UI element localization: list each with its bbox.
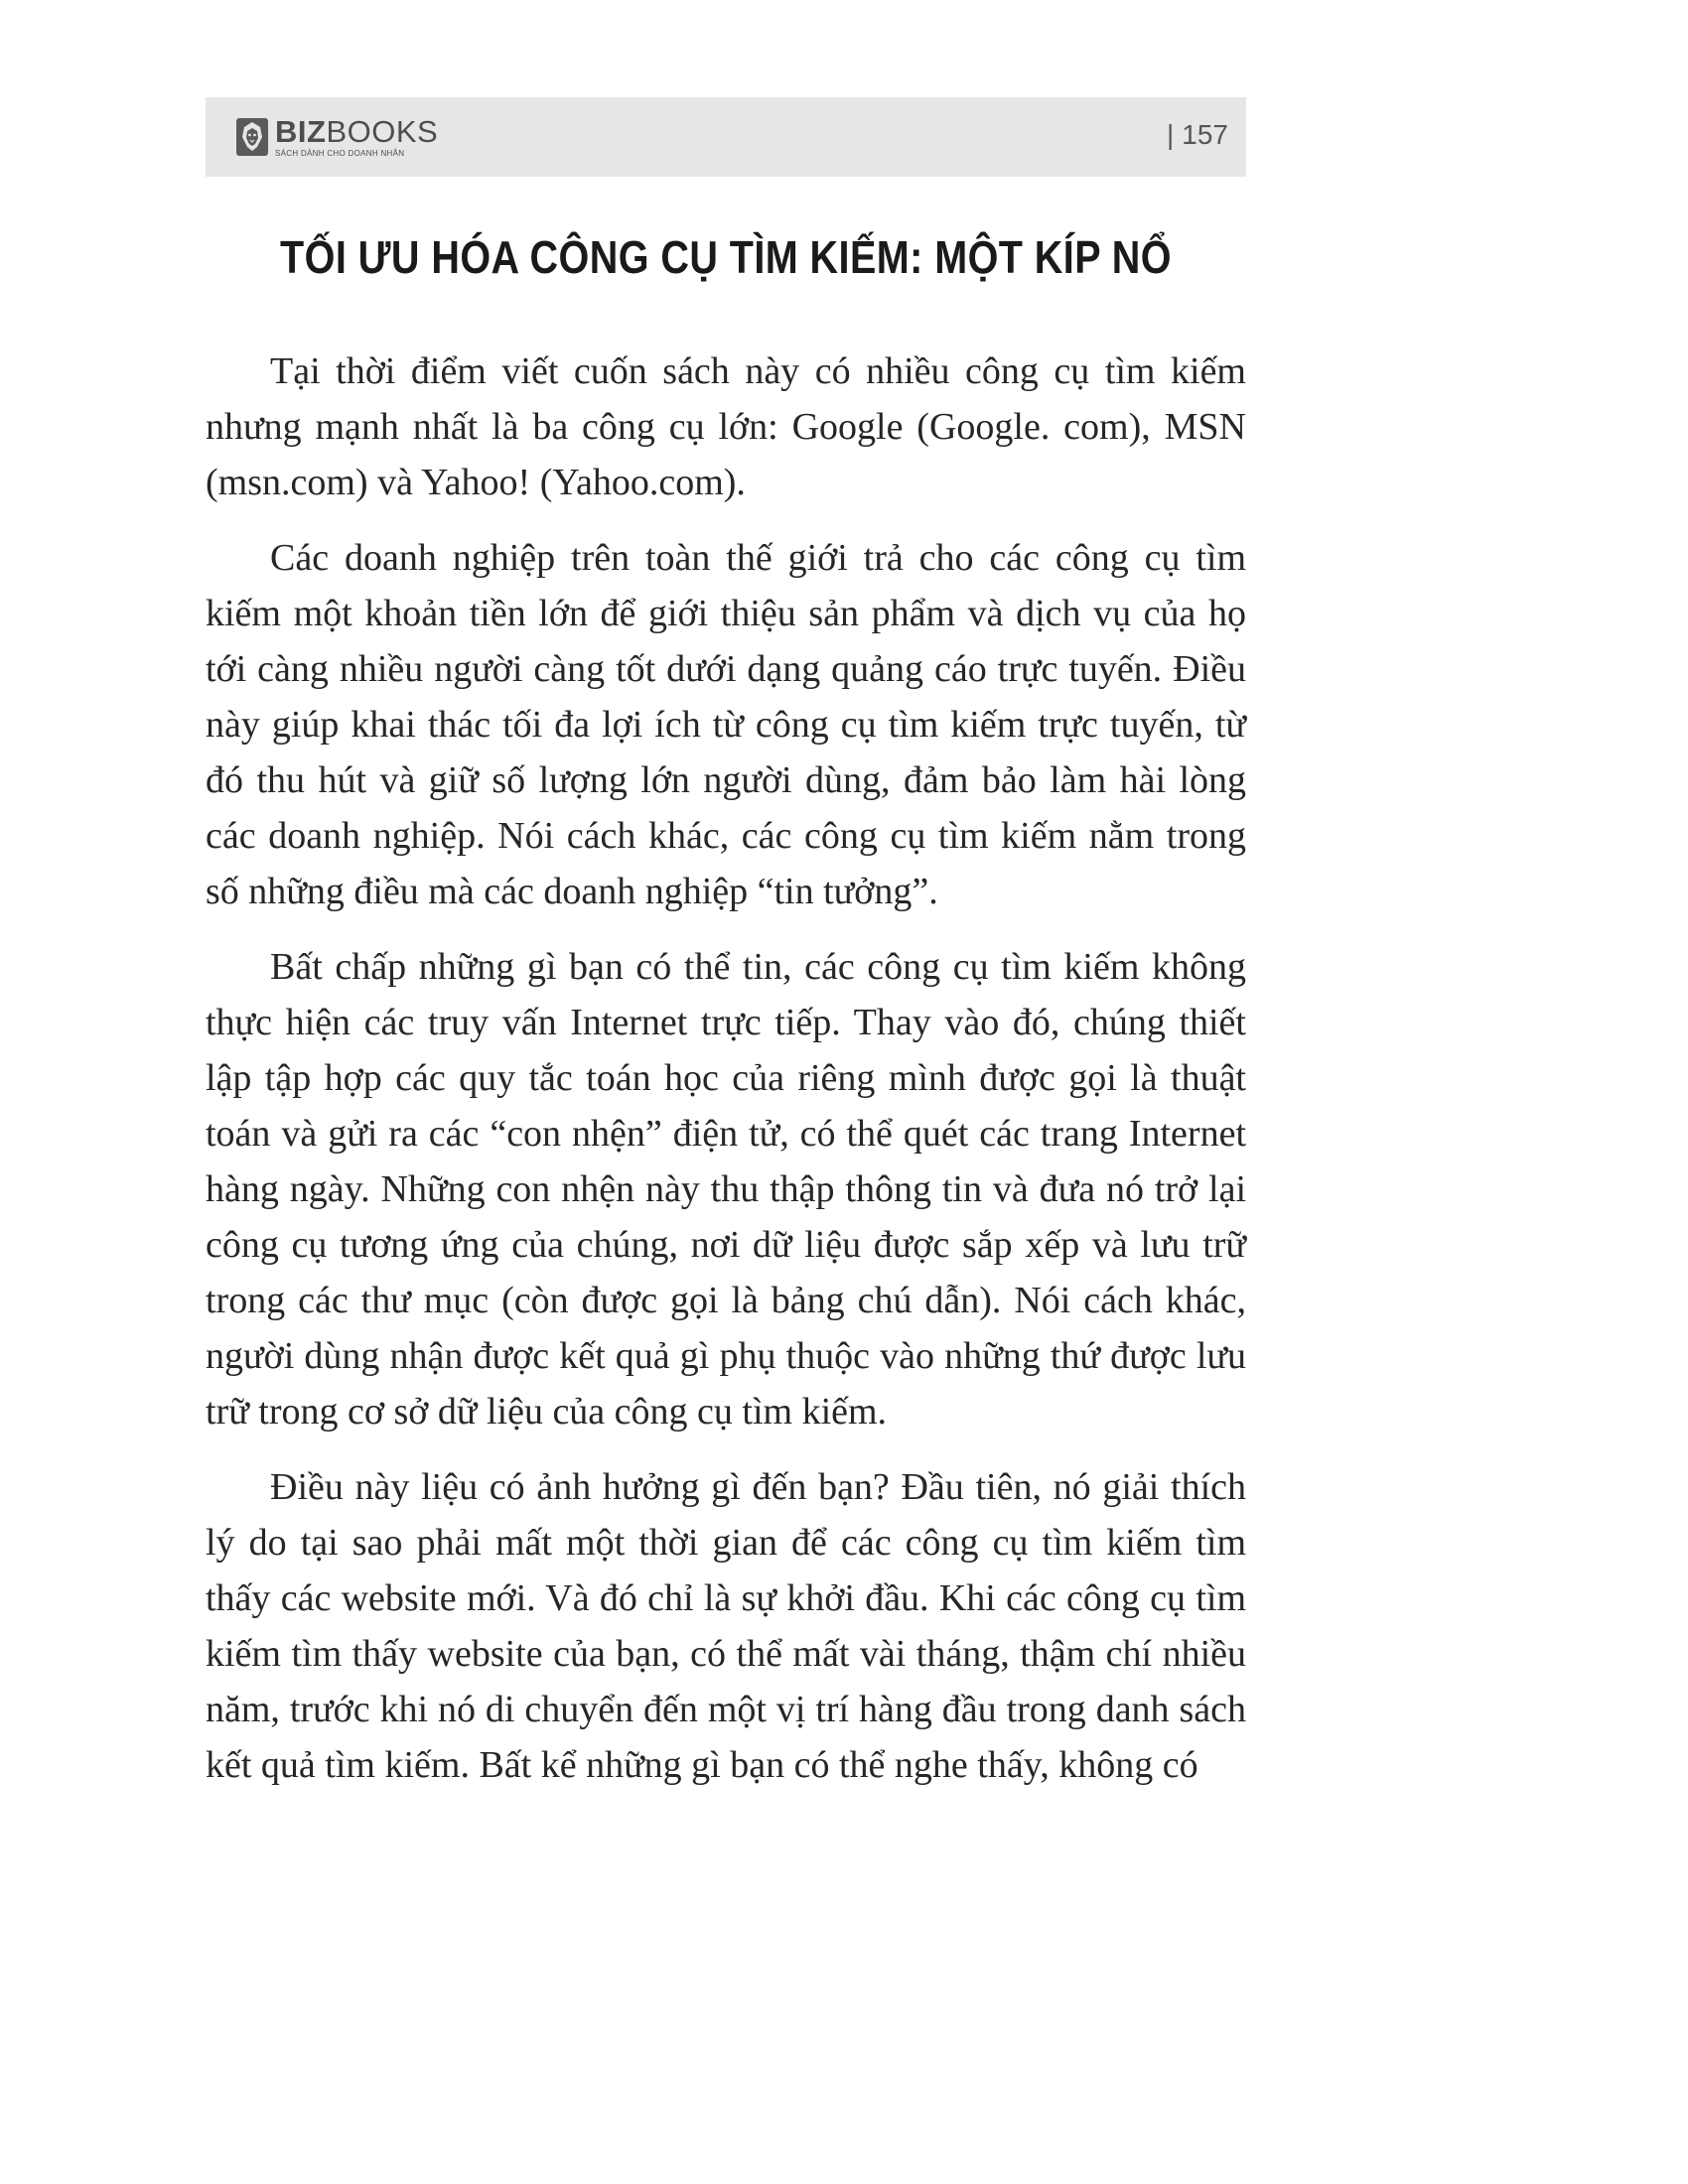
paragraph: Điều này liệu có ảnh hưởng gì đến bạn? Đầu tiên, nó giải thích lý do tại sao phải mất một thời gian để các công cụ tìm kiếm tìm thấy các website mới. Và đó chỉ là sự khởi đầu. Khi các công cụ tìm kiếm tìm thấy website của bạn, có thể mất vài tháng, thậm chí nhiều năm, trước khi nó di chuyển đến một vị trí hàng đầu trong danh sách kết quả tìm kiếm. Bất kể những gì bạn có thể nghe thấy, không có	[206, 1466, 1246, 1786]
brand-tagline: SÁCH DÀNH CHO DOANH NHÂN	[275, 149, 405, 158]
chapter-title: TỐI ƯU HÓA CÔNG CỤ TÌM KIẾM: MỘT KÍP NỔ	[280, 231, 1172, 283]
brand-name: BIZBOOKS	[275, 114, 439, 149]
page-number-separator: |	[1167, 119, 1175, 150]
paragraph: Các doanh nghiệp trên toàn thế giới trả cho các công cụ tìm kiếm một khoản tiền lớn để giới thiệu sản phẩm và dịch vụ của họ tới càng nhiều người càng tốt dưới dạng quảng cáo trực tuyến. Điều này giúp khai thác tối đa lợi ích từ công cụ tìm kiếm trực tuyến, từ đó thu hút và giữ số lượng lớn người dùng, đảm bảo làm hài lòng các doanh nghiệp. Nói cách khác, các công cụ tìm kiếm nằm trong số những điều mà các doanh nghiệp “tin tưởng”.	[206, 537, 1246, 912]
paragraph: Tại thời điểm viết cuốn sách này có nhiều công cụ tìm kiếm nhưng mạnh nhất là ba công cụ lớn: Google (Google. com), MSN (msn.com) và Yahoo! (Yahoo.com).	[206, 350, 1246, 503]
page-number	[1167, 119, 1228, 151]
page-number-value: 157	[1182, 119, 1228, 150]
publisher-logo	[235, 115, 438, 159]
paragraph: Bất chấp những gì bạn có thể tin, các công cụ tìm kiếm không thực hiện các truy vấn Internet trực tiếp. Thay vào đó, chúng thiết lập tập hợp các quy tắc toán học của riêng mình được gọi là thuật toán và gửi ra các “con nhện” điện tử, có thể quét các trang Internet hàng ngày. Những con nhện này thu thập thông tin và đưa nó trở lại công cụ tương ứng của chúng, nơi dữ liệu được sắp xếp và lưu trữ trong các thư mục (còn được gọi là bảng chú dẫn). Nói cách khác, người dùng nhận được kết quả gì phụ thuộc vào những thứ được lưu trữ trong cơ sở dữ liệu của công cụ tìm kiếm.	[206, 946, 1246, 1433]
page-header	[206, 97, 1246, 177]
body-text	[206, 343, 1246, 1813]
lion-head-icon	[235, 115, 269, 159]
